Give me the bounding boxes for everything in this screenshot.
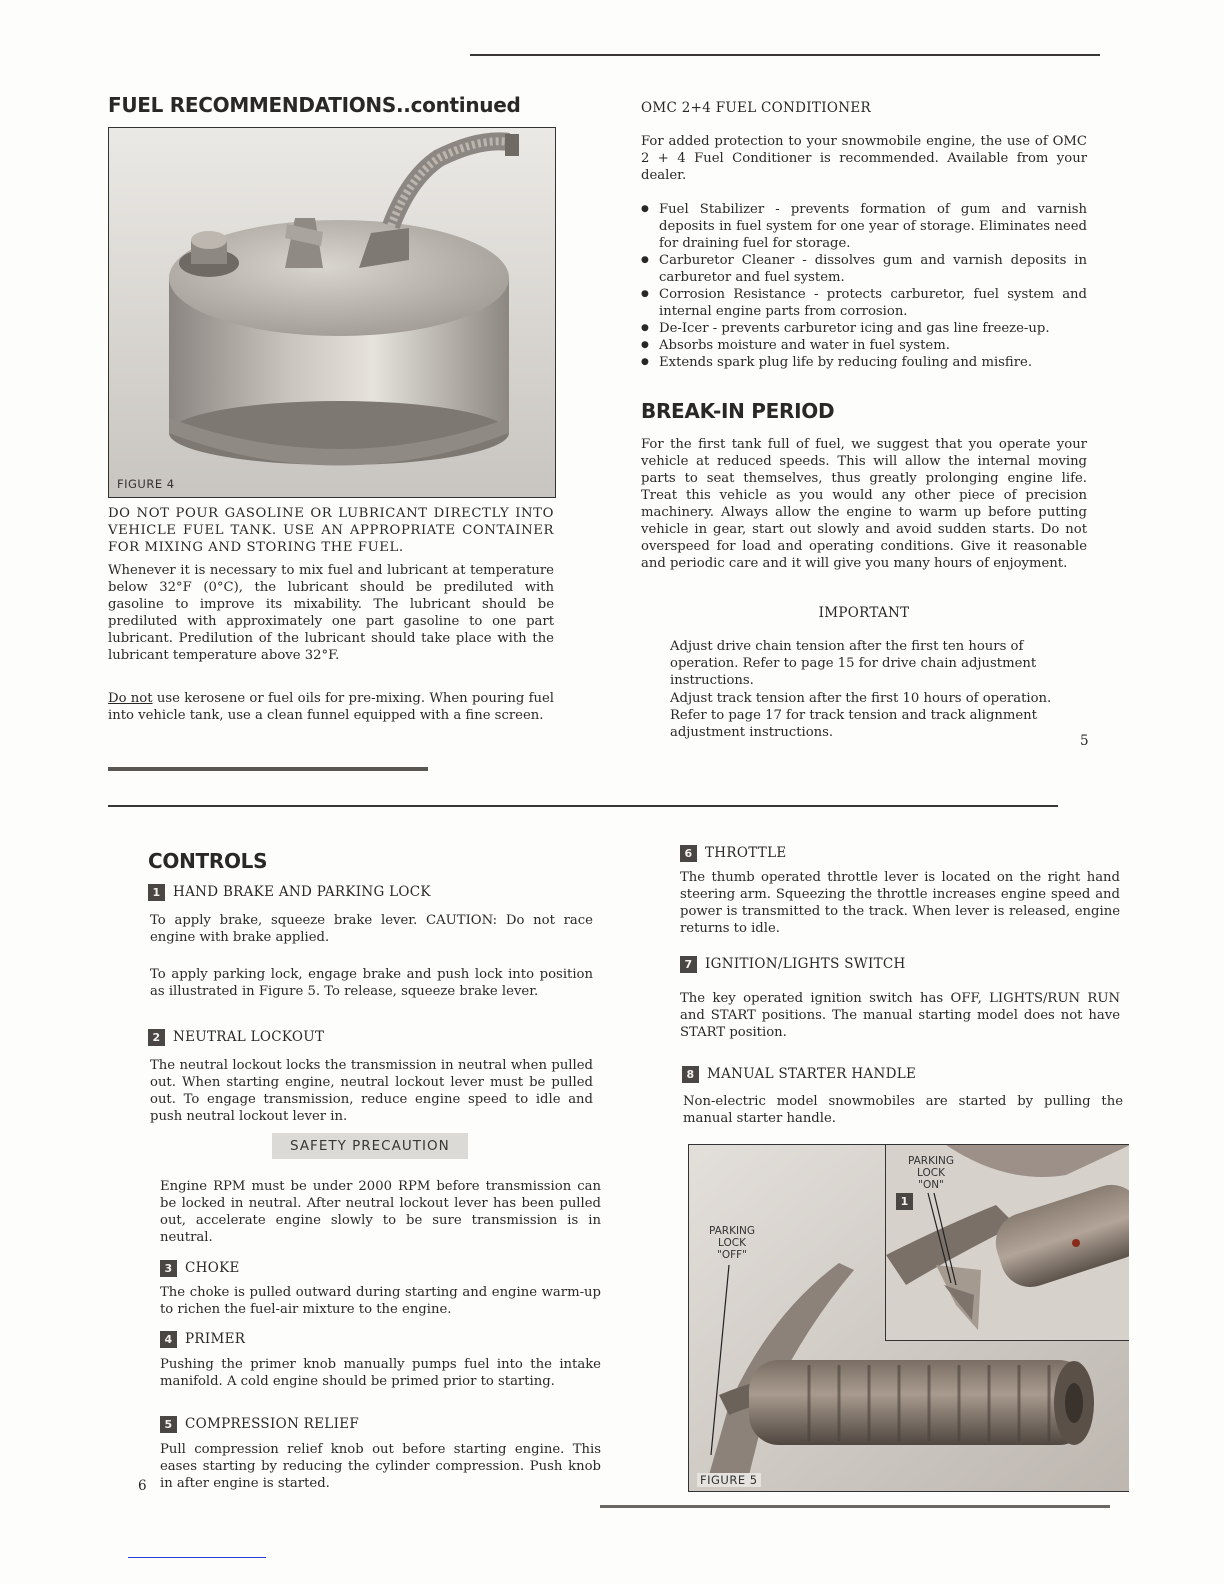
bottom-page-rule [108,805,1058,807]
inset-number-badge: 1 [896,1193,913,1210]
important-note-1: Adjust drive chain tension after the first ten hours of operation. Refer to page 15 for drive chain adjustment instructions. [670,639,1037,688]
control-starter-handle-title [682,1066,916,1083]
break-in-heading: BREAK-IN PERIOD [641,399,835,423]
conditioner-bullet-list [641,201,1087,371]
control-title: PRIMER [185,1331,246,1347]
figure-5 [688,1144,1129,1492]
label-line: "OFF" [716,1249,747,1261]
top-page-bottom-rule [108,767,428,771]
label-line: LOCK [718,1237,746,1249]
list-item: ● Fuel Stabilizer - prevents formation of gum and varnish deposits in fuel system for one year of storage. Eliminates need for draining fuel for storage. [641,201,1087,252]
page-number-5: 5 [1080,733,1089,749]
number-badge: 5 [160,1416,177,1433]
control-title: CHOKE [185,1260,240,1276]
important-note-2: Adjust track tension after the first 10 hours of operation. Refer to page 17 for track tension and track alignment adjustment instructions. [670,691,1052,740]
conditioner-heading: OMC 2+4 FUEL CONDITIONER [641,100,871,116]
parking-lock-off-label [697,1225,767,1261]
top-page-rule [470,54,1100,56]
list-item: ● Corrosion Resistance - protects carburetor, fuel system and internal engine parts from corrosion. [641,286,1087,320]
conditioner-intro: For added protection to your snowmobile engine, the use of OMC 2 + 4 Fuel Conditioner is recommended. Available from your dealer. [641,134,1087,183]
starter-paragraph: Non-electric model snowmobiles are started by pulling the manual starter handle. [683,1094,1123,1126]
do-not-emphasis: Do not [108,691,153,706]
control-compression-relief-title [160,1416,359,1433]
control-title: NEUTRAL LOCKOUT [173,1029,325,1045]
brake-paragraph-1: To apply brake, squeeze brake lever. CAUTION: Do not race engine with brake applied. [150,913,593,945]
warning-text: DO NOT POUR GASOLINE OR LUBRICANT DIRECTLY INTO VEHICLE FUEL TANK. USE AN APPROPRIATE CONTAINER FOR MIXING AND STORING THE FUEL. [108,506,554,555]
bottom-link-underline [128,1557,266,1558]
control-throttle-title [680,845,787,862]
label-line: LOCK [917,1167,945,1179]
figure-5-inset [885,1145,1129,1341]
number-badge: 3 [160,1260,177,1277]
mix-paragraph: Whenever it is necessary to mix fuel and lubricant at temperature below 32°F (0°C), the lubricant should be prediluted with gasoline to improve its mixability. The lubricant should be prediluted with approximately one part gasoline to one part lubricant. Predilution of the lubricant should take place with the lubricant temperature above 32°F. [108,563,554,663]
control-choke-title [160,1260,240,1277]
break-in-paragraph: For the first tank full of fuel, we suggest that you operate your vehicle at reduced speeds. This will allow the internal moving parts to seat themselves, thus greatly prolonging engine life. Treat this vehicle as you would any other piece of precision machinery. Always allow the engine to warm up before putting vehicle in gear, start out slowly and avoid sudden starts. Do not overspeed for load and operating conditions. Give it reasonable and periodic care and it will give you many hours of enjoyment. [641,437,1087,571]
neutral-paragraph: The neutral lockout locks the transmission in neutral when pulled out. When starting engine, neutral lockout lever must be pulled out. To engage transmission, reduce engine speed to idle and push neutral lockout lever in. [150,1058,593,1124]
number-badge: 6 [680,845,697,862]
list-item: ● Carburetor Cleaner - dissolves gum and varnish deposits in carburetor and fuel system. [641,252,1087,286]
control-title: HAND BRAKE AND PARKING LOCK [173,884,431,900]
control-neutral-lockout-title [148,1029,324,1046]
figure-5-label: FIGURE 5 [697,1473,761,1487]
compression-paragraph: Pull compression relief knob out before starting engine. This eases starting by reducing the cylinder compression. Push knob in after engine is started. [160,1442,601,1491]
primer-paragraph: Pushing the primer knob manually pumps fuel into the intake manifold. A cold engine should be primed prior to starting. [160,1357,601,1389]
control-title: MANUAL STARTER HANDLE [707,1066,917,1082]
number-badge: 7 [680,956,697,973]
safety-precaution-banner [272,1133,468,1159]
list-item: ● Absorbs moisture and water in fuel system. [641,337,1087,354]
safety-paragraph: Engine RPM must be under 2000 RPM before transmission can be locked in neutral. After neutral lockout lever has been pulled out, accelerate engine slowly to be sure transmission is in neutral. [160,1179,601,1245]
number-badge: 1 [148,884,165,901]
ignition-paragraph: The key operated ignition switch has OFF, LIGHTS/RUN RUN and START positions. The manual starting model does not have START position. [680,991,1120,1040]
list-item: ● De-Icer - prevents carburetor icing and gas line freeze-up. [641,320,1087,337]
fuel-can-image [109,128,555,497]
control-ignition-title [680,956,906,973]
number-badge: 8 [682,1066,699,1083]
control-title: COMPRESSION RELIEF [185,1416,360,1432]
kerosene-text: use kerosene or fuel oils for pre-mixing. When pouring fuel into vehicle tank, use a clean funnel equipped with a fine screen. [108,691,554,723]
label-line: PARKING [907,1155,955,1167]
page-number-6: 6 [138,1478,147,1494]
parking-lock-on-label [896,1155,966,1191]
control-primer-title [160,1331,245,1348]
kerosene-paragraph [108,690,554,724]
figure-4 [108,127,556,498]
bottom-page-bottom-rule [600,1505,1110,1508]
fuel-recommendations-heading: FUEL RECOMMENDATIONS..continued [108,93,521,117]
brake-paragraph-2: To apply parking lock, engage brake and push lock into position as illustrated in Figure 5. To release, squeeze brake lever. [150,967,593,999]
safety-precaution-label: SAFETY PRECAUTION [272,1133,468,1159]
control-title: IGNITION/LIGHTS SWITCH [705,956,906,972]
important-label: IMPORTANT [818,605,910,621]
label-line: PARKING [708,1225,756,1237]
list-item: ● Extends spark plug life by reducing fouling and misfire. [641,354,1087,371]
control-title: THROTTLE [705,845,787,861]
number-badge: 2 [148,1029,165,1046]
number-badge: 4 [160,1331,177,1348]
controls-heading: CONTROLS [148,849,268,873]
label-line: "ON" [918,1179,944,1191]
control-hand-brake-title [148,884,431,901]
throttle-paragraph: The thumb operated throttle lever is located on the right hand steering arm. Squeezing the throttle increases engine speed and power is transmitted to the track. When lever is released, engine returns to idle. [680,870,1120,936]
choke-paragraph: The choke is pulled outward during starting and engine warm-up to richen the fuel-air mixture to the engine. [160,1285,601,1317]
figure-4-label: FIGURE 4 [117,477,175,491]
